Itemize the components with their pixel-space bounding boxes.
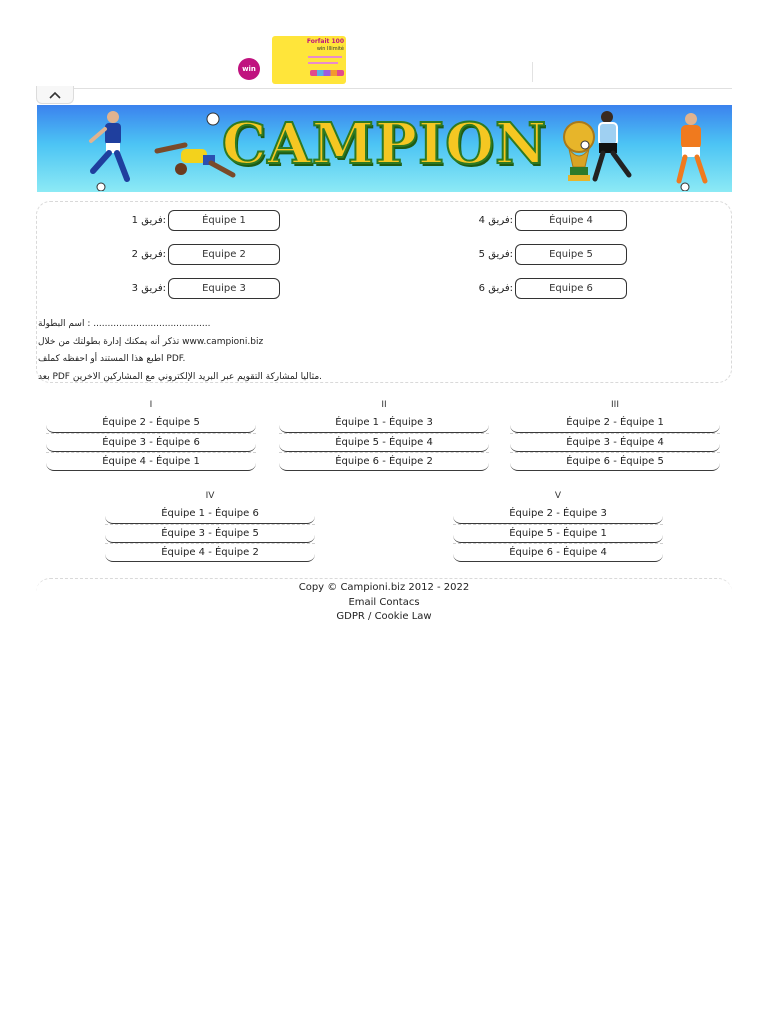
match-row: Équipe 2 - Équipe 5 <box>46 414 256 433</box>
match-row: Équipe 6 - Équipe 4 <box>453 543 663 562</box>
info-line-share: بعد PDF مثاليا لمشاركة التقويم عبر البريد الإلكتروني مع المشاركين الاخرين. <box>38 371 323 382</box>
team-row-3 <box>130 277 280 299</box>
round-5 <box>453 491 663 562</box>
team-label: فريق 1: <box>131 214 166 226</box>
match-row: Équipe 2 - Équipe 3 <box>453 505 663 524</box>
collapse-ad-button[interactable] <box>36 86 74 104</box>
round-1 <box>46 400 256 471</box>
player-orange-illustration <box>655 105 725 191</box>
team-5-input[interactable]: Equipe 5 <box>515 244 627 265</box>
ad-separator-line <box>74 88 732 89</box>
chevron-up-icon <box>49 91 61 99</box>
ad-divider <box>532 62 533 82</box>
match-row: Équipe 5 - Équipe 4 <box>279 433 489 452</box>
team-row-6 <box>477 277 627 299</box>
gdpr-cookie-link[interactable]: GDPR / Cookie Law <box>336 611 432 622</box>
ad-subtitle: win Illimité <box>316 46 344 52</box>
round-title: III <box>611 400 619 410</box>
team-row-4 <box>477 209 627 231</box>
match-row: Équipe 5 - Équipe 1 <box>453 524 663 543</box>
team-label: فريق 3: <box>131 282 166 294</box>
info-text <box>38 316 398 386</box>
team-row-1 <box>130 209 280 231</box>
team-label: فريق 2: <box>131 248 166 260</box>
round-3 <box>510 400 720 471</box>
team-row-5 <box>477 243 627 265</box>
team-row-2 <box>130 243 280 265</box>
info-line-print: اطبع هذا المستند أو احفظه كملف PDF. <box>38 354 186 364</box>
round-title: I <box>149 400 153 410</box>
player-dribbling-illustration <box>577 105 657 191</box>
team-4-input[interactable]: Équipe 4 <box>515 210 627 231</box>
round-title: II <box>381 400 387 410</box>
match-row: Équipe 3 - Équipe 4 <box>510 433 720 452</box>
tournament-name-line: اسم البطولة : ......................................... <box>38 319 211 329</box>
match-row: Équipe 2 - Équipe 1 <box>510 414 720 433</box>
match-row: Équipe 3 - Équipe 6 <box>46 433 256 452</box>
ad-title: Forfait 100 <box>306 38 344 45</box>
team-3-input[interactable]: Equipe 3 <box>168 278 280 299</box>
team-label: فريق 5: <box>478 248 513 260</box>
team-label: فريق 4: <box>478 214 513 226</box>
copyright-text: Copy © Campioni.biz 2012 - 2022 <box>298 582 470 593</box>
round-title: IV <box>205 491 215 501</box>
email-contact-link[interactable]: Email Contacs <box>348 596 420 608</box>
advertisement-area <box>0 0 768 86</box>
header-banner <box>37 105 732 192</box>
info-line-website: تذكر أنه يمكنك إدارة بطولتك من خلال www.campioni.biz <box>38 336 264 347</box>
team-1-input[interactable]: Équipe 1 <box>168 210 280 231</box>
match-row: Équipe 1 - Équipe 3 <box>279 414 489 433</box>
round-4 <box>105 491 315 562</box>
match-row: Équipe 6 - Équipe 2 <box>279 452 489 471</box>
round-2 <box>279 400 489 471</box>
ad-decoration <box>308 62 338 64</box>
team-6-input[interactable]: Equipe 6 <box>515 278 627 299</box>
ad-decoration <box>310 70 344 76</box>
ad-decoration <box>308 56 342 58</box>
team-2-input[interactable]: Equipe 2 <box>168 244 280 265</box>
match-row: Équipe 1 - Équipe 6 <box>105 505 315 524</box>
round-title: V <box>554 491 562 501</box>
banner-title: CAMPION <box>221 111 548 177</box>
match-row: Équipe 4 - Équipe 2 <box>105 543 315 562</box>
team-label: فريق 6: <box>478 282 513 294</box>
ad-banner[interactable] <box>272 36 346 84</box>
ad-brand-logo[interactable]: win <box>238 58 260 80</box>
match-row: Équipe 3 - Équipe 5 <box>105 524 315 543</box>
footer <box>36 578 732 630</box>
match-row: Équipe 4 - Équipe 1 <box>46 452 256 471</box>
match-row: Équipe 6 - Équipe 5 <box>510 452 720 471</box>
